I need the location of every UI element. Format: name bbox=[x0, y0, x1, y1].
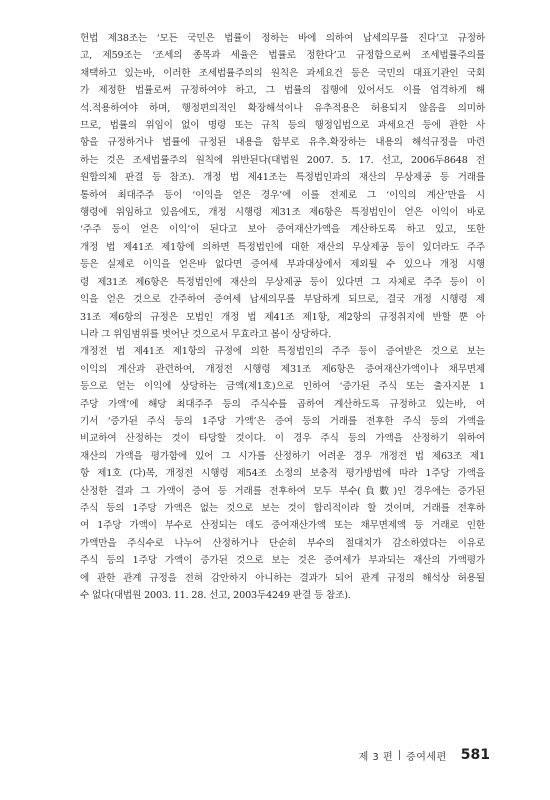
text-line: 석.적용하여야 하며, 행정편의적인 확장해석이나 유추적용은 허용되지 않음을 의미하 bbox=[80, 102, 485, 114]
text-line: 익을 얻은 것으로 간주하여 증여세 납세의무를 부담하게 되므로, 결국 개정 시행령 제 bbox=[80, 294, 485, 306]
text-line: 채택하고 있는바, 이러한 조세법률주의의 원칙은 과세요건 등은 국민의 대표기관인 국회 bbox=[80, 67, 485, 79]
text-line: 주식 등의 1주당 가액이 증가된 것으로 보는 것은 증여세가 부과되는 재산의 가액평가 bbox=[80, 555, 485, 567]
text-line: 항 제1호 (다)목, 개정전 시행령 제54조 소정의 보충적 평가방법에 따라 1주당 가액을 bbox=[80, 468, 485, 480]
text-line: 헌법 제38조는 ‘모든 국민은 법률이 정하는 바에 의하여 납세의무를 진다’고 규정하 bbox=[80, 33, 485, 44]
text-line: 령 제31조 제6항은 특정법인에 재산의 무상제공 등이 있다면 그 자체로 주주 등이 이 bbox=[80, 276, 485, 288]
text-line: 비교하여 산정하는 것이 타당할 것이다. 이 경우 주식 등의 가액을 산정하기 위하여 bbox=[80, 433, 485, 445]
text-line: 주식 등의 1주당 가액은 없는 것으로 보는 것이 합리적이라 할 것이며, 거래를 전후하 bbox=[80, 502, 485, 514]
text-line: 행령에 위임하고 있음에도, 개정 시행령 제31조 제6항은 특정법인이 얻은 이익이 바로 bbox=[80, 207, 485, 219]
part-label: 제 3 편 bbox=[358, 751, 394, 763]
text-line: 통하여 최대주주 등이 ‘이익을 얻은 경우’에 이를 전제로 그 ‘이익의 계산’만을 시 bbox=[80, 189, 485, 201]
text-line: ‘주주 등이 얻은 이익’이 된다고 보아 증여재산가액을 계산하도록 하고 있고, 또한 bbox=[80, 224, 485, 236]
section-title: 증여세편 bbox=[406, 751, 447, 763]
page-number: 581 bbox=[460, 747, 490, 763]
paragraph-1 bbox=[80, 30, 485, 343]
body-text bbox=[80, 30, 485, 604]
text-line: 에 관한 관계 규정을 전혀 감안하지 아니하는 결과가 되어 관계 규정의 해석상 허용될 bbox=[80, 572, 485, 584]
text-line: 개정 법 제41조 제1항에 의하면 특정법인에 대한 재산의 무상제공 등이 있더라도 주주 bbox=[80, 241, 485, 253]
text-line: 이익의 계산과 관련하여, 개정전 시행령 제31조 제6항은 증여재산가액이나 채무면제 bbox=[80, 363, 485, 375]
paragraph-2 bbox=[80, 343, 485, 604]
text-line: 고, 제59조는 ‘조세의 종목과 세율은 법률로 정한다’고 규정함으로써 조세법률주의를 bbox=[80, 50, 485, 62]
text-line: 가액만을 주식수로 나누어 산정하거나 단순히 부수의 절대치가 감소하였다는 이유로 bbox=[80, 537, 485, 549]
page-footer bbox=[330, 745, 490, 765]
text-line: 므로, 법률의 위임이 없이 명령 또는 규칙 등의 행정입법으로 과세요건 등에 관한 사 bbox=[80, 120, 485, 132]
text-line: 수 없다(대법원 2003. 11. 28. 선고, 2003두4249 판결 등 참조). bbox=[80, 590, 351, 601]
text-line: 등은 실제로 이익을 얻은바 없다면 증여세 부과대상에서 제외될 수 있으나 개정 시행 bbox=[80, 259, 485, 271]
text-line: 니라 그 위임범위를 벗어난 것으로서 무효라고 봄이 상당하다. bbox=[80, 328, 332, 340]
text-line: 개정전 법 제41조 제1항의 규정에 의한 특정법인의 주주 등이 증여받은 것으로 보는 bbox=[80, 346, 485, 358]
text-line: 항을 규정하거나 법률에 규정된 내용을 함부로 유추.확장하는 내용의 해석규정을 마련 bbox=[80, 137, 485, 149]
text-line: 주당 가액’에 해당 최대주주 등의 주식수를 곱하여 계산하도록 규정하고 있는바, 여 bbox=[80, 398, 485, 410]
text-line: 재산의 가액을 평가함에 있어 그 시가를 산정하기 어려운 경우 개정전 법 제63조 제1 bbox=[80, 450, 485, 462]
footer-divider bbox=[399, 750, 400, 760]
text-line: 여 1주당 가액이 부수로 산정되는 데도 증여재산가액 또는 채무면제액 등 거래로 인한 bbox=[80, 520, 485, 532]
text-line: 31조 제6항의 규정은 모법인 개정 법 제41조 제1항, 제2항의 규정취지에 반할 뿐 아 bbox=[80, 311, 485, 323]
text-line: 가 제정한 법률로써 규정하여야 하고, 그 법률의 집행에 있어서도 이를 엄격하게 해 bbox=[80, 85, 485, 97]
text-line: 기서 ‘증가된 주식 등의 1주당 가액’은 증여 등의 거래를 전후한 주식 등의 가액을 bbox=[80, 415, 485, 427]
text-line: 원합의체 판결 등 참조). 개정 법 제41조는 특정법인과의 재산의 무상제공 등 거래를 bbox=[80, 172, 485, 184]
text-line: 산정한 결과 그 가액이 증여 등 거래를 전후하여 모두 부수(負數)인 경우에는 증가된 bbox=[80, 485, 485, 497]
text-line: 하는 것은 조세법률주의 원칙에 위반된다(대법원 2007. 5. 17. 선고, 2006두8648 전 bbox=[80, 154, 485, 166]
text-line: 등으로 얻는 이익에 상당하는 금액(제1호)으로 인하여 ‘증가된 주식 또는 출자지분 1 bbox=[80, 381, 485, 393]
